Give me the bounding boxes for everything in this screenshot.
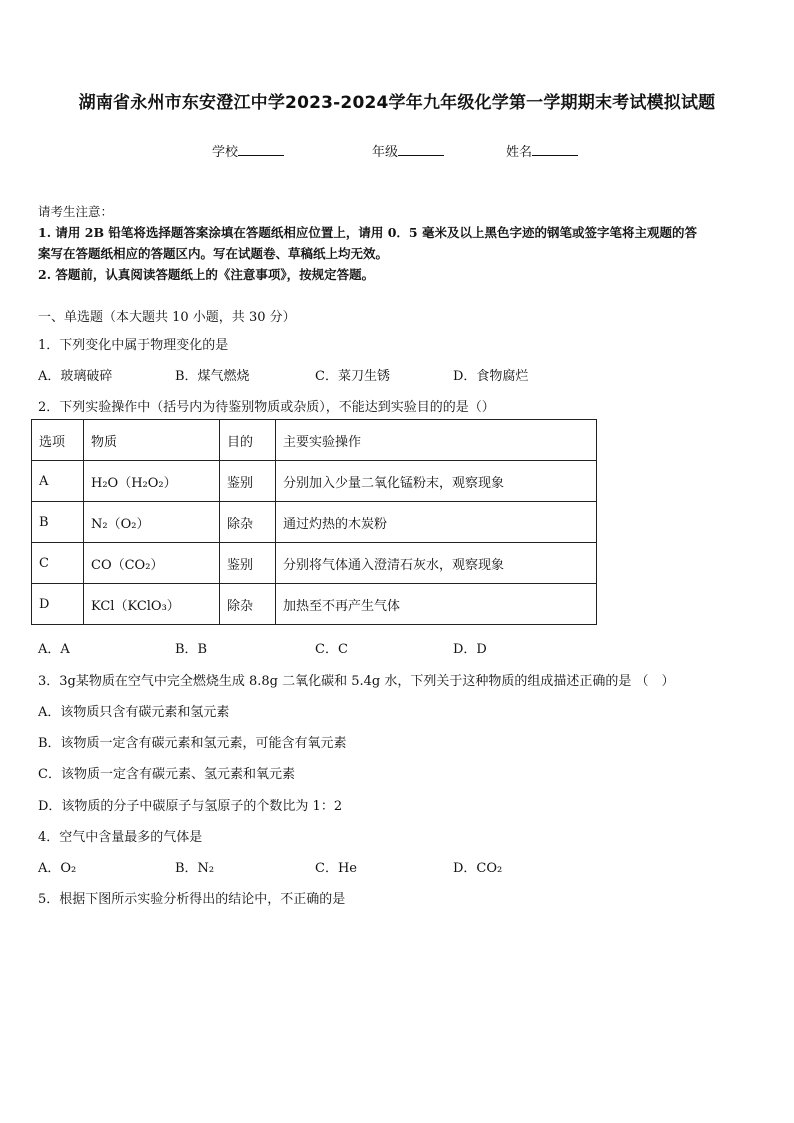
q3-option-a[interactable]: A．该物质只含有碳元素和氢元素 bbox=[38, 705, 230, 720]
name-blank[interactable] bbox=[532, 143, 578, 156]
exam-title: 湖南省永州市东安澄江中学2023-2024学年九年级化学第一学期期末考试模拟试题 bbox=[78, 93, 716, 113]
q3-stem: 3．3g某物质在空气中完全燃烧生成 8.8g 二氧化碳和 5.4g 水，下列关于这种物质的组成描述正确的是 （ ） bbox=[38, 674, 675, 689]
q3-option-b[interactable]: B．该物质一定含有碳元素和氢元素，可能含有氧元素 bbox=[38, 736, 347, 751]
name-field bbox=[506, 141, 578, 160]
q3-option-c[interactable]: C．该物质一定含有碳元素、氢元素和氧元素 bbox=[38, 767, 295, 782]
grade-blank[interactable] bbox=[398, 143, 444, 156]
notice-item-2: 2. 答题前，认真阅读答题纸上的《注意事项》，按规定答题。 bbox=[38, 267, 375, 282]
table-header-cell: 物质 bbox=[84, 420, 220, 461]
q4-stem: 4．空气中含量最多的气体是 bbox=[38, 830, 203, 845]
experiment-table bbox=[31, 419, 597, 625]
table-cell: H₂O（H₂O₂） bbox=[84, 461, 220, 502]
table-header-cell: 选项 bbox=[32, 420, 84, 461]
notice-block bbox=[38, 201, 758, 285]
school-blank[interactable] bbox=[238, 143, 284, 156]
table-row bbox=[32, 584, 597, 625]
table-cell: 除杂 bbox=[220, 502, 276, 543]
q1-stem: 1．下列变化中属于物理变化的是 bbox=[38, 338, 229, 353]
table-cell: 通过灼热的木炭粉 bbox=[276, 502, 597, 543]
q3-option-d[interactable]: D．该物质的分子中碳原子与氢原子的个数比为 1：2 bbox=[38, 799, 343, 814]
table-row bbox=[32, 543, 597, 584]
table-cell: C bbox=[32, 543, 84, 584]
q1-option-a[interactable]: A．玻璃破碎 bbox=[38, 369, 113, 384]
table-header-cell: 目的 bbox=[220, 420, 276, 461]
notice-item-1-line-2: 案写在答题纸相应的答题区内。写在试题卷、草稿纸上均无效。 bbox=[38, 246, 389, 261]
grade-label: 年级 bbox=[372, 145, 399, 160]
table-cell: 分别加入少量二氧化锰粉末，观察现象 bbox=[276, 461, 597, 502]
school-label: 学校 bbox=[212, 145, 239, 160]
table-header-cell: 主要实验操作 bbox=[276, 420, 597, 461]
q4-option-b[interactable]: B．N₂ bbox=[175, 861, 215, 876]
table-cell: CO（CO₂） bbox=[84, 543, 220, 584]
table-cell: 加热至不再产生气体 bbox=[276, 584, 597, 625]
table-cell: A bbox=[32, 461, 84, 502]
q4-option-c[interactable]: C．He bbox=[315, 861, 357, 876]
table-row bbox=[32, 502, 597, 543]
table-cell: B bbox=[32, 502, 84, 543]
table-header-row bbox=[32, 420, 597, 461]
q1-option-c[interactable]: C．菜刀生锈 bbox=[315, 369, 390, 384]
q2-option-b[interactable]: B．B bbox=[175, 642, 208, 657]
table-cell: N₂（O₂） bbox=[84, 502, 220, 543]
notice-item-1-line-1: 1. 请用 2B 铅笔将选择题答案涂填在答题纸相应位置上，请用 0．5 毫米及以上黑色字迹的钢笔或签字笔将主观题的答 bbox=[38, 225, 697, 240]
q4-option-a[interactable]: A．O₂ bbox=[38, 861, 77, 876]
school-field bbox=[212, 141, 284, 160]
q2-option-c[interactable]: C．C bbox=[315, 642, 348, 657]
q2-option-d[interactable]: D．D bbox=[453, 642, 487, 657]
q5-stem: 5．根据下图所示实验分析得出的结论中，不正确的是 bbox=[38, 892, 346, 907]
grade-field bbox=[372, 141, 444, 160]
section-heading: 一、单选题（本大题共 10 小题，共 30 分） bbox=[38, 310, 296, 325]
name-label: 姓名 bbox=[506, 145, 533, 160]
table-cell: 鉴别 bbox=[220, 543, 276, 584]
table-cell: 鉴别 bbox=[220, 461, 276, 502]
table-cell: KCl（KClO₃） bbox=[84, 584, 220, 625]
notice-heading: 请考生注意： bbox=[38, 204, 114, 219]
q2-option-a[interactable]: A．A bbox=[38, 642, 70, 657]
table-cell: 除杂 bbox=[220, 584, 276, 625]
table-cell: D bbox=[32, 584, 84, 625]
q1-option-d[interactable]: D．食物腐烂 bbox=[453, 369, 529, 384]
q1-option-b[interactable]: B．煤气燃烧 bbox=[175, 369, 250, 384]
table-row bbox=[32, 461, 597, 502]
table-cell: 分别将气体通入澄清石灰水，观察现象 bbox=[276, 543, 597, 584]
q2-stem: 2．下列实验操作中（括号内为待鉴别物质或杂质），不能达到实验目的的是（） bbox=[38, 400, 495, 415]
q4-option-d[interactable]: D．CO₂ bbox=[453, 861, 503, 876]
